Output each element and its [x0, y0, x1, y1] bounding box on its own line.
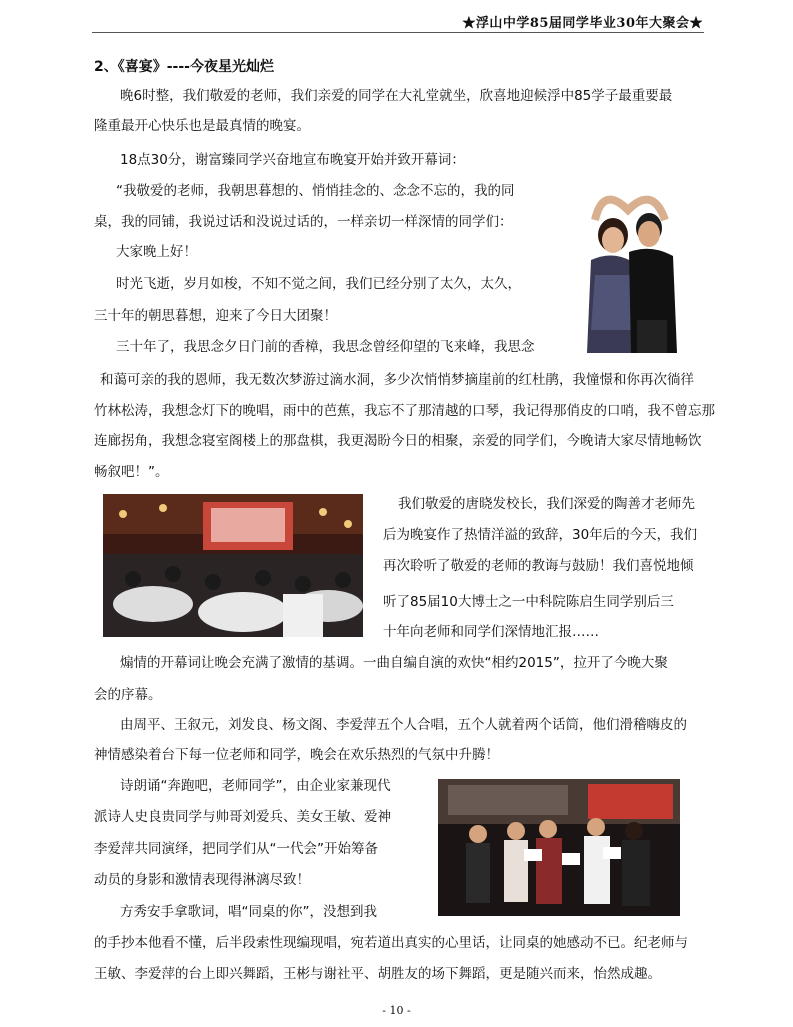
- paragraph-line: 18点30分，谢富臻同学兴奋地宣布晚宴开始并致开幕词：: [120, 152, 465, 168]
- page-number: - 10 -: [382, 1004, 411, 1017]
- paragraph-line: 由周平、王叙元，刘发良、杨文阁、李爱萍五个人合唱，五个人就着两个话筒，他们滑稽嗨皮的: [120, 717, 687, 733]
- paragraph-line: 大家晚上好！: [116, 244, 197, 260]
- paragraph-line: 再次聆听了敬爱的老师的教诲与鼓励！我们喜悦地倾: [383, 558, 694, 574]
- banquet-hall-photo: [103, 494, 363, 637]
- paragraph-line: 三十年的朝思暮想，迎来了今日大团聚！: [94, 308, 337, 324]
- poetry-recital-photo: [438, 779, 680, 916]
- header-title: ★浮山中学85届同学毕业30年大聚会★: [462, 16, 703, 31]
- paragraph-line: 后为晚宴作了热情洋溢的致辞，30年后的今天，我们: [383, 527, 698, 543]
- paragraph-line: 连廊拐角，我想念寝室阁楼上的那盘棋，我更渴盼今日的相聚，亲爱的同学们，今晚请大家尽情地畅饮: [94, 433, 702, 449]
- paragraph-line: 神情感染着台下每一位老师和同学，晚会在欢乐热烈的气氛中升腾！: [94, 747, 499, 763]
- paragraph-line: 时光飞逝，岁月如梭，不知不觉之间，我们已经分别了太久，太久，: [116, 276, 521, 292]
- paragraph-line: 竹林松涛，我想念灯下的晚唱，雨中的芭蕉，我忘不了那清越的口琴，我记得那俏皮的口哨，我不曾忘那: [94, 403, 715, 419]
- paragraph-line: 桌，我的同铺，我说过话和没说过话的，一样亲切一样深情的同学们：: [94, 214, 513, 230]
- paragraph-line: 我们敬爱的唐晓发校长，我们深爱的陶善才老师先: [398, 496, 695, 512]
- paragraph-line: 听了85届10大博士之一中科院陈启生同学别后三: [383, 594, 674, 610]
- paragraph-line: 的手抄本他看不懂，后半段索性现编现唱，宛若道出真实的心里话，让同桌的她感动不已。纪老师与: [94, 935, 688, 951]
- paragraph-line: 煽情的开幕词让晚会充满了激情的基调。一曲自编自演的欢快“相约2015”，拉开了今晚大聚: [120, 655, 668, 671]
- paragraph-line: 十年向老师和同学们深情地汇报……: [383, 624, 599, 640]
- paragraph-line: 诗朗诵“奔跑吧，老师同学”，由企业家兼现代: [120, 778, 391, 794]
- paragraph-line: “我敬爱的老师，我朝思暮想的、悄悄挂念的、念念不忘的，我的同: [116, 183, 515, 199]
- paragraph-line: 隆重最开心快乐也是最真情的晚宴。: [94, 118, 310, 134]
- paragraph-line: 方秀安手拿歌词，唱“同桌的你”，没想到我: [120, 904, 377, 920]
- header-rule: [92, 32, 704, 33]
- paragraph-line: 会的序幕。: [94, 687, 162, 703]
- section-title: 2、《喜宴》----今夜星光灿烂: [94, 59, 274, 75]
- paragraph-line: 派诗人史良贵同学与帅哥刘爱兵、美女王敏、爱神: [94, 809, 391, 825]
- couple-heart-photo: [573, 180, 683, 353]
- paragraph-line: 王敏、李爱萍的台上即兴舞蹈，王彬与谢社平、胡胜友的场下舞蹈，更是随兴而来，怡然成趣。: [94, 966, 661, 982]
- paragraph-line: 和蔼可亲的我的恩师，我无数次梦游过滴水洞，多少次悄悄梦摘崖前的红杜鹃，我憧憬和你再次徜徉: [100, 372, 694, 388]
- paragraph-line: 三十年了，我思念夕日门前的香樟，我思念曾经仰望的飞来峰，我思念: [116, 339, 535, 355]
- paragraph-line: 晚6时整，我们敬爱的老师，我们亲爱的同学在大礼堂就坐，欣喜地迎候浮中85学子最重要最: [120, 88, 673, 104]
- paragraph-line: 李爱萍共同演绎，把同学们从“一代会”开始筹备: [94, 841, 378, 857]
- paragraph-line: 动员的身影和激情表现得淋漓尽致！: [94, 872, 310, 888]
- paragraph-line: 畅叙吧！”。: [94, 464, 169, 480]
